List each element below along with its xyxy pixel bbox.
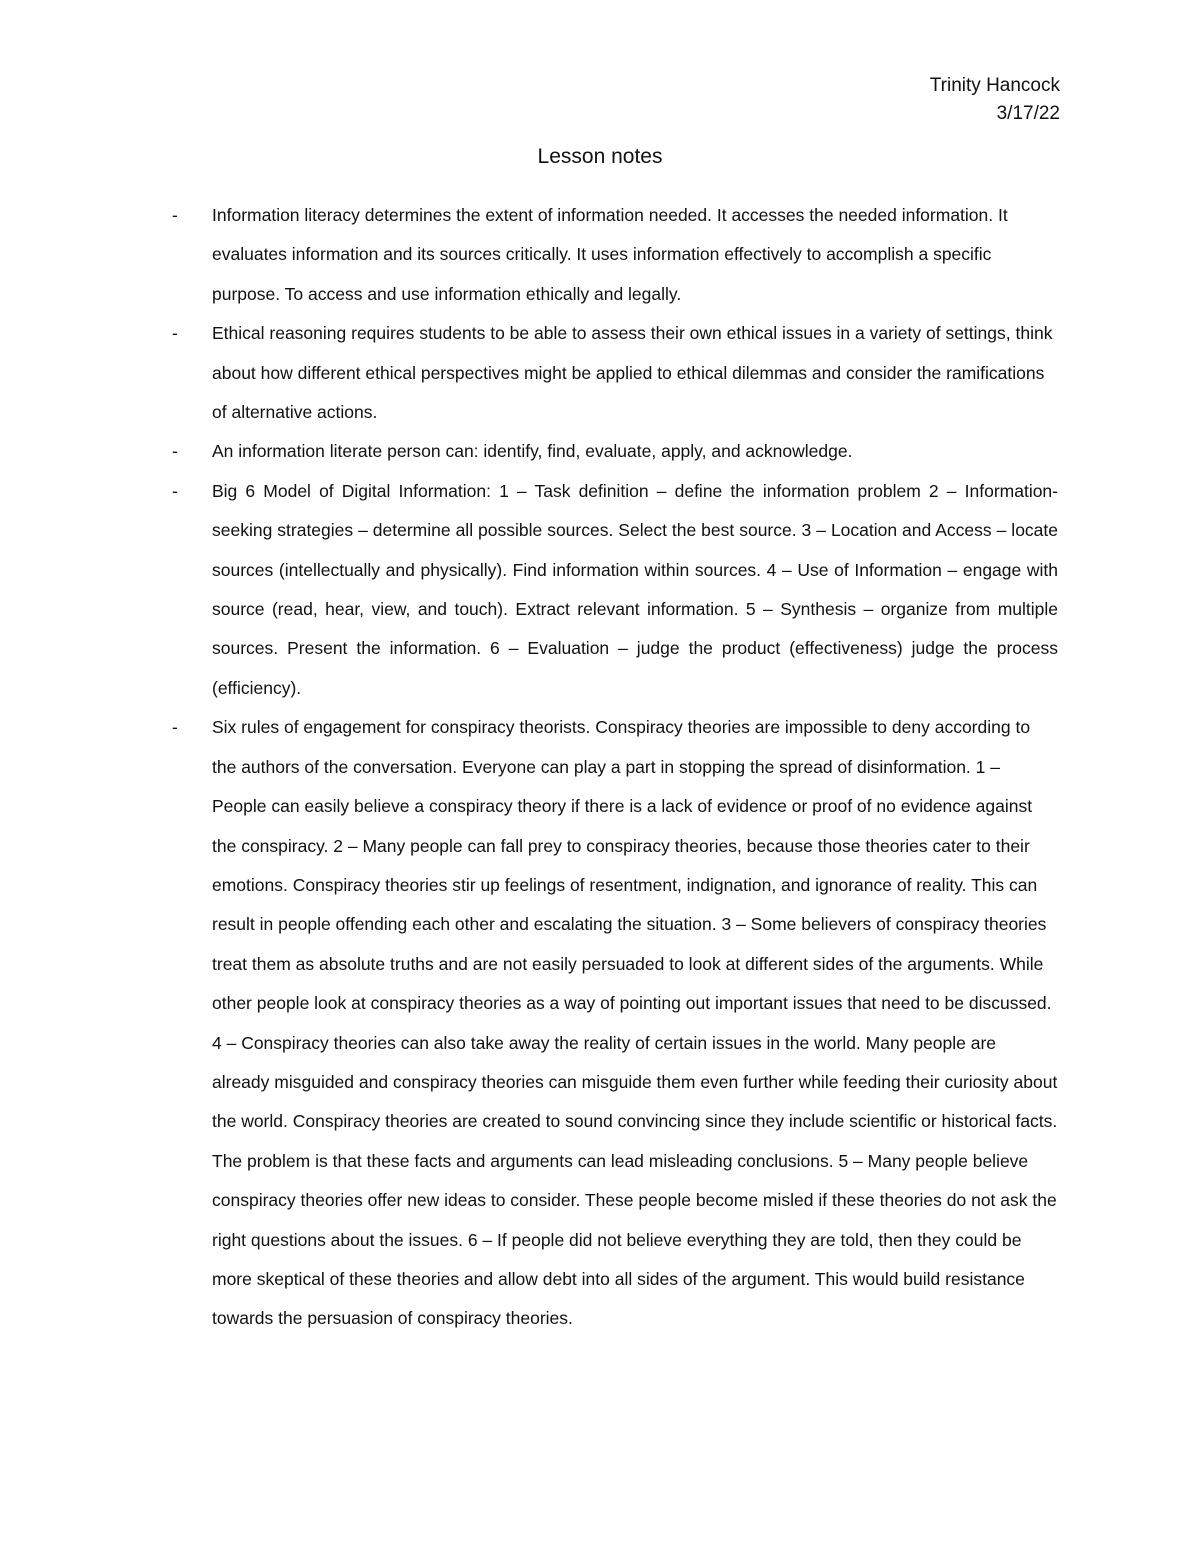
note-text: Ethical reasoning requires students to be able to assess their own ethical issues in a variety of settings, think about how different ethical perspectives might be applied to ethical dilemmas and consider the ramifications of alternative actions. xyxy=(212,323,1053,423)
bullet-dash: - xyxy=(172,323,178,344)
author-name: Trinity Hancock xyxy=(929,75,1060,96)
bullet-dash: - xyxy=(172,480,178,501)
list-item xyxy=(172,432,1058,471)
page-title: Lesson notes xyxy=(537,145,663,168)
list-item xyxy=(172,472,1058,708)
document-header xyxy=(930,72,1060,128)
bullet-dash: - xyxy=(172,441,178,462)
note-text: Information literacy determines the extent of information needed. It accesses the needed information. It evaluates information and its sources critically. It uses information effectively to accomplish a specific purpose. To access and use information ethically and legally. xyxy=(212,205,1008,304)
list-item xyxy=(172,196,1058,314)
note-text: Six rules of engagement for conspiracy theorists. Conspiracy theories are impossible to deny according to the authors of the conversation. Everyone can play a part in stopping the spread of disinformation. 1 – People can easily believe a conspiracy theory if there is a lack of evidence or proof of no evidence against the conspiracy. 2 – Many people can fall prey to conspiracy theories, because those theories cater to their emotions. Conspiracy theories stir up feelings of resentment, indignation, and ignorance of reality. This can result in people offending each other and escalating the situation. 3 – Some believers of conspiracy theories treat them as absolute truths and are not easily persuaded to look at different sides of the arguments. While other people look at conspiracy theories as a way of pointing out important issues that need to be discussed. 4 – Conspiracy theories can also take away the reality of certain issues in the world. Many people are already misguided and conspiracy theories can misguide them even further while feeding their curiosity about the world. Conspiracy theories are created to sound convincing since they include scientific or historical facts. The problem is that these facts and arguments can lead misleading conclusions. 5 – Many people believe conspiracy theories offer new ideas to consider. These people become misled if these theories do not ask the right questions about the issues. 6 – If people did not believe everything they are told, then they could be more skeptical of these theories and allow debt into all sides of the argument. This would build resistance towards the persuasion of conspiracy theories. xyxy=(212,717,1058,1329)
notes-list xyxy=(172,196,1058,1339)
note-text: Big 6 Model of Digital Information: 1 – Task definition – define the information problem 2 – Information-seeking strategies – determine all possible sources. Select the best source. 3 – Location and Access – locate sources (intellectually and physically). Find information within sources. 4 – Use of Information – engage with source (read, hear, view, and touch). Extract relevant information. 5 – Synthesis – organize from multiple sources. Present the information. 6 – Evaluation – judge the product (effectiveness) judge the process (efficiency). xyxy=(212,480,1058,698)
list-item xyxy=(172,708,1058,1339)
list-item xyxy=(172,314,1058,432)
bullet-dash: - xyxy=(172,205,178,225)
bullet-dash: - xyxy=(172,717,178,738)
document-date: 3/17/22 xyxy=(996,103,1060,124)
note-text: An information literate person can: identify, find, evaluate, apply, and acknowledge. xyxy=(212,441,853,462)
